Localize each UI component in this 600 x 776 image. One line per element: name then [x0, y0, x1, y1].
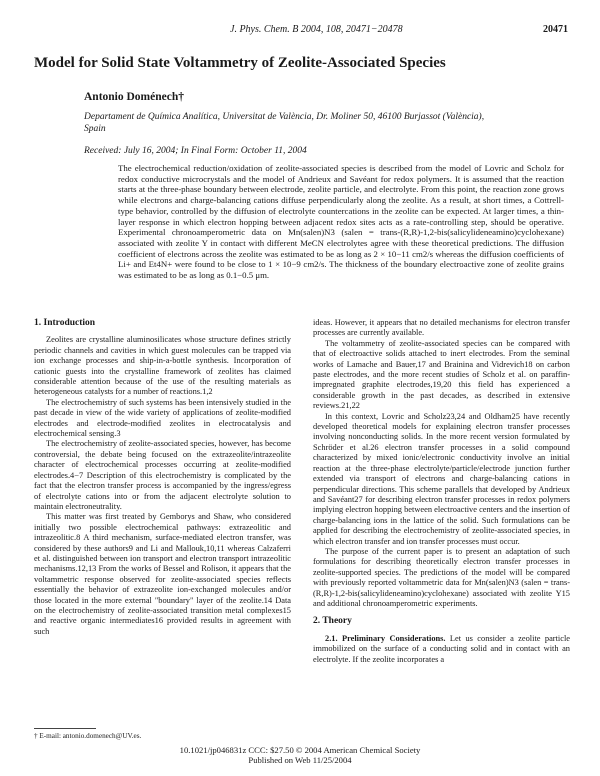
author-affiliation: Departament de Química Analítica, Universitat de València, Dr. Moliner 50, 46100 Burjassot (València), Spain: [84, 112, 485, 134]
author-name: Antonio Doménech†: [84, 91, 184, 103]
doi-line: 10.1021/jp046831z CCC: $27.50 © 2004 American Chemical Society: [179, 745, 421, 755]
theory-text: Let us consider a zeolite particle immobilized on the surface of a conducting solid and in contact with an electrolyte. If the zeolite incorporates a: [313, 633, 570, 664]
body-paragraph: The voltammetry of zeolite-associated species can be compared with that of electroactive solids attached to inert electrodes. From the seminal works of Lamache and Bauer,17 and Brainina and Vidrevich18 on carbon paste electrodes, and the more recent studies of Scholz et al. on paraffin-impregnated graphite electrodes,19,20 this field has experienced a considerable growth in the past decades, as described in extensive reviews.21,22: [313, 338, 570, 411]
body-paragraph: In this context, Lovric and Scholz23,24 and Oldham25 have recently developed theoretical models for explaining electron transfer processes involving nonconducting solids. In the more recent version formulated by Schröder et al.26 electron transfer processes in a solid compound characterized by mixed ionic/electronic conductivity involve an initial reaction at the three-phase electrolyte/particle/electrode junction further extended via transport of electrons and charge-balancing cations in perpendicular directions. This scheme parallels that developed by Andrieux and Savéant27 for describing electron transfer processes in redox polymers implying electron hopping between electroactive centers and the insertion of charge-balancing ions in the lattice of the solid. Such formulations can be applied for describing the electrochemistry of zeolite-associated species, in which electron transfer and ion transfer processes must occur.: [313, 411, 570, 546]
body-paragraph: This matter was first treated by Gemborys and Shaw, who considered initially two possible electrochemical pathways: extrazeolitic and intrazeolitic.8 A third mechanism, surface-mediated electron transfer, was considered by these authors9 and Li and Mallouk,10,11 whereas Calzaferri et al. distinguished between ion transport and electron transport intrazeolitic mechanisms.12,13 From the works of Bessel and Rolison, it appears that the voltammetric response observed for zeolite-associated species reflects essentially the behavior of extrazeolite ion-exchanged molecules and/or those located in the more external "boundary" layer of the zeolite.14 Data on the electrochemistry of zeolite-associated transition metal complexes15 and reactive organic intermediates16 provided results in agreement with such: [34, 512, 291, 636]
section-heading-introduction: 1. Introduction: [34, 318, 96, 328]
page-footer: [150, 745, 450, 765]
body-paragraph: The purpose of the current paper is to present an adaptation of such formulations for describing theoretically electron transfer processes in zeolite-supported species. The predictions of the model will be compared with previously reported voltammetric data for Mn(salen)N3 (salen = trans-(R,R)-1,2-bis(salicylideneamino)cyclohexane) associated with zeolite Y15 and additional chronoamperometric experiments.: [313, 546, 570, 608]
theory-paragraph: [313, 634, 570, 665]
published-line: Published on Web 11/25/2004: [248, 755, 352, 765]
page-number: 20471: [543, 24, 568, 35]
footnote-divider: [34, 728, 96, 729]
received-dates: Received: July 16, 2004; In Final Form: October 11, 2004: [84, 146, 307, 156]
subsection-heading: 2.1. Preliminary Considerations.: [325, 633, 446, 643]
body-paragraph: The electrochemistry of such systems has been intensively studied in the past decade in view of the wide variety of applications of zeolite-modified electrodes and electrode-modified zeolites in electrocatalysis and electrochemical sensing.3: [34, 397, 291, 439]
footnote: † E-mail: antonio.domenech@UV.es.: [34, 732, 142, 740]
body-paragraph: Zeolites are crystalline aluminosilicates whose structure defines strictly periodic channels and cavities in which guest molecules can be trapped via ion exchange processes and ship-in-a-bottle synthesis. Incorporation of cationic guests into the crystalline framework of zeolites has claimed considerable attention because of the use of the resulting materials as heterogeneous catalysts for a number of reactions.1,2: [34, 335, 291, 397]
right-column: [313, 318, 570, 748]
running-head: J. Phys. Chem. B 2004, 108, 20471−20478: [230, 24, 403, 35]
abstract: The electrochemical reduction/oxidation of zeolite-associated species is described from the model of Lovric and Scholz for redox conductive microcrystals and the model of Andrieux and Savéant for redox polymers. It is assumed that the reaction starts at the three-phase boundary between electrode, zeolite particle, and electrolyte. From this point, the reaction zone grows while electrons and charge-balancing cations diffuse perpendicularly along the zeolite. As a result, at short times, a Cottrell-type behavior, controlled by the diffusion of electrolyte countercations in the zeolite can be expected. At larger times, a thin-layer response in which electron hopping between adjacent redox sites acts as a rate-controlling step, should be operative. Experimental chronoamperometric data on Mn(salen)N3 (salen = trans-(R,R)-1,2-bis(salicylideneamino)cyclohexane) associated with zeolite Y in contact with different MeCN electrolytes agree with these theoretical predictions. The diffusion coefficient of electrons across the zeolite was estimated to be as long as 2 × 10−11 cm2/s whereas the diffusion coefficients of Li+ and Et4N+ were found to be close to 1 × 10−9 cm2/s. The thickness of the boundary electroactive zone of zeolite grains was estimated to be as long as 0.1−0.5 μm.: [118, 163, 564, 281]
body-paragraph: The electrochemistry of zeolite-associated species, however, has become controversial, the debate being focused on the extrazeolite/intrazeolite character of electrochemical processes occurring at zeolite-modified electrodes.4−7 Description of this electrochemistry is complicated by the fact that the electron transfer process is accompanied by the ingress/egress of electrolyte cations into or from the adjacent electrolyte solution to maintain electroneutrality.: [34, 439, 291, 511]
article-title: Model for Solid State Voltammetry of Zeolite-Associated Species: [34, 55, 446, 71]
body-paragraph: ideas. However, it appears that no detailed mechanisms for electron transfer processes are currently available.: [313, 318, 570, 338]
section-heading-theory: 2. Theory: [313, 616, 352, 627]
left-column: [34, 318, 291, 718]
